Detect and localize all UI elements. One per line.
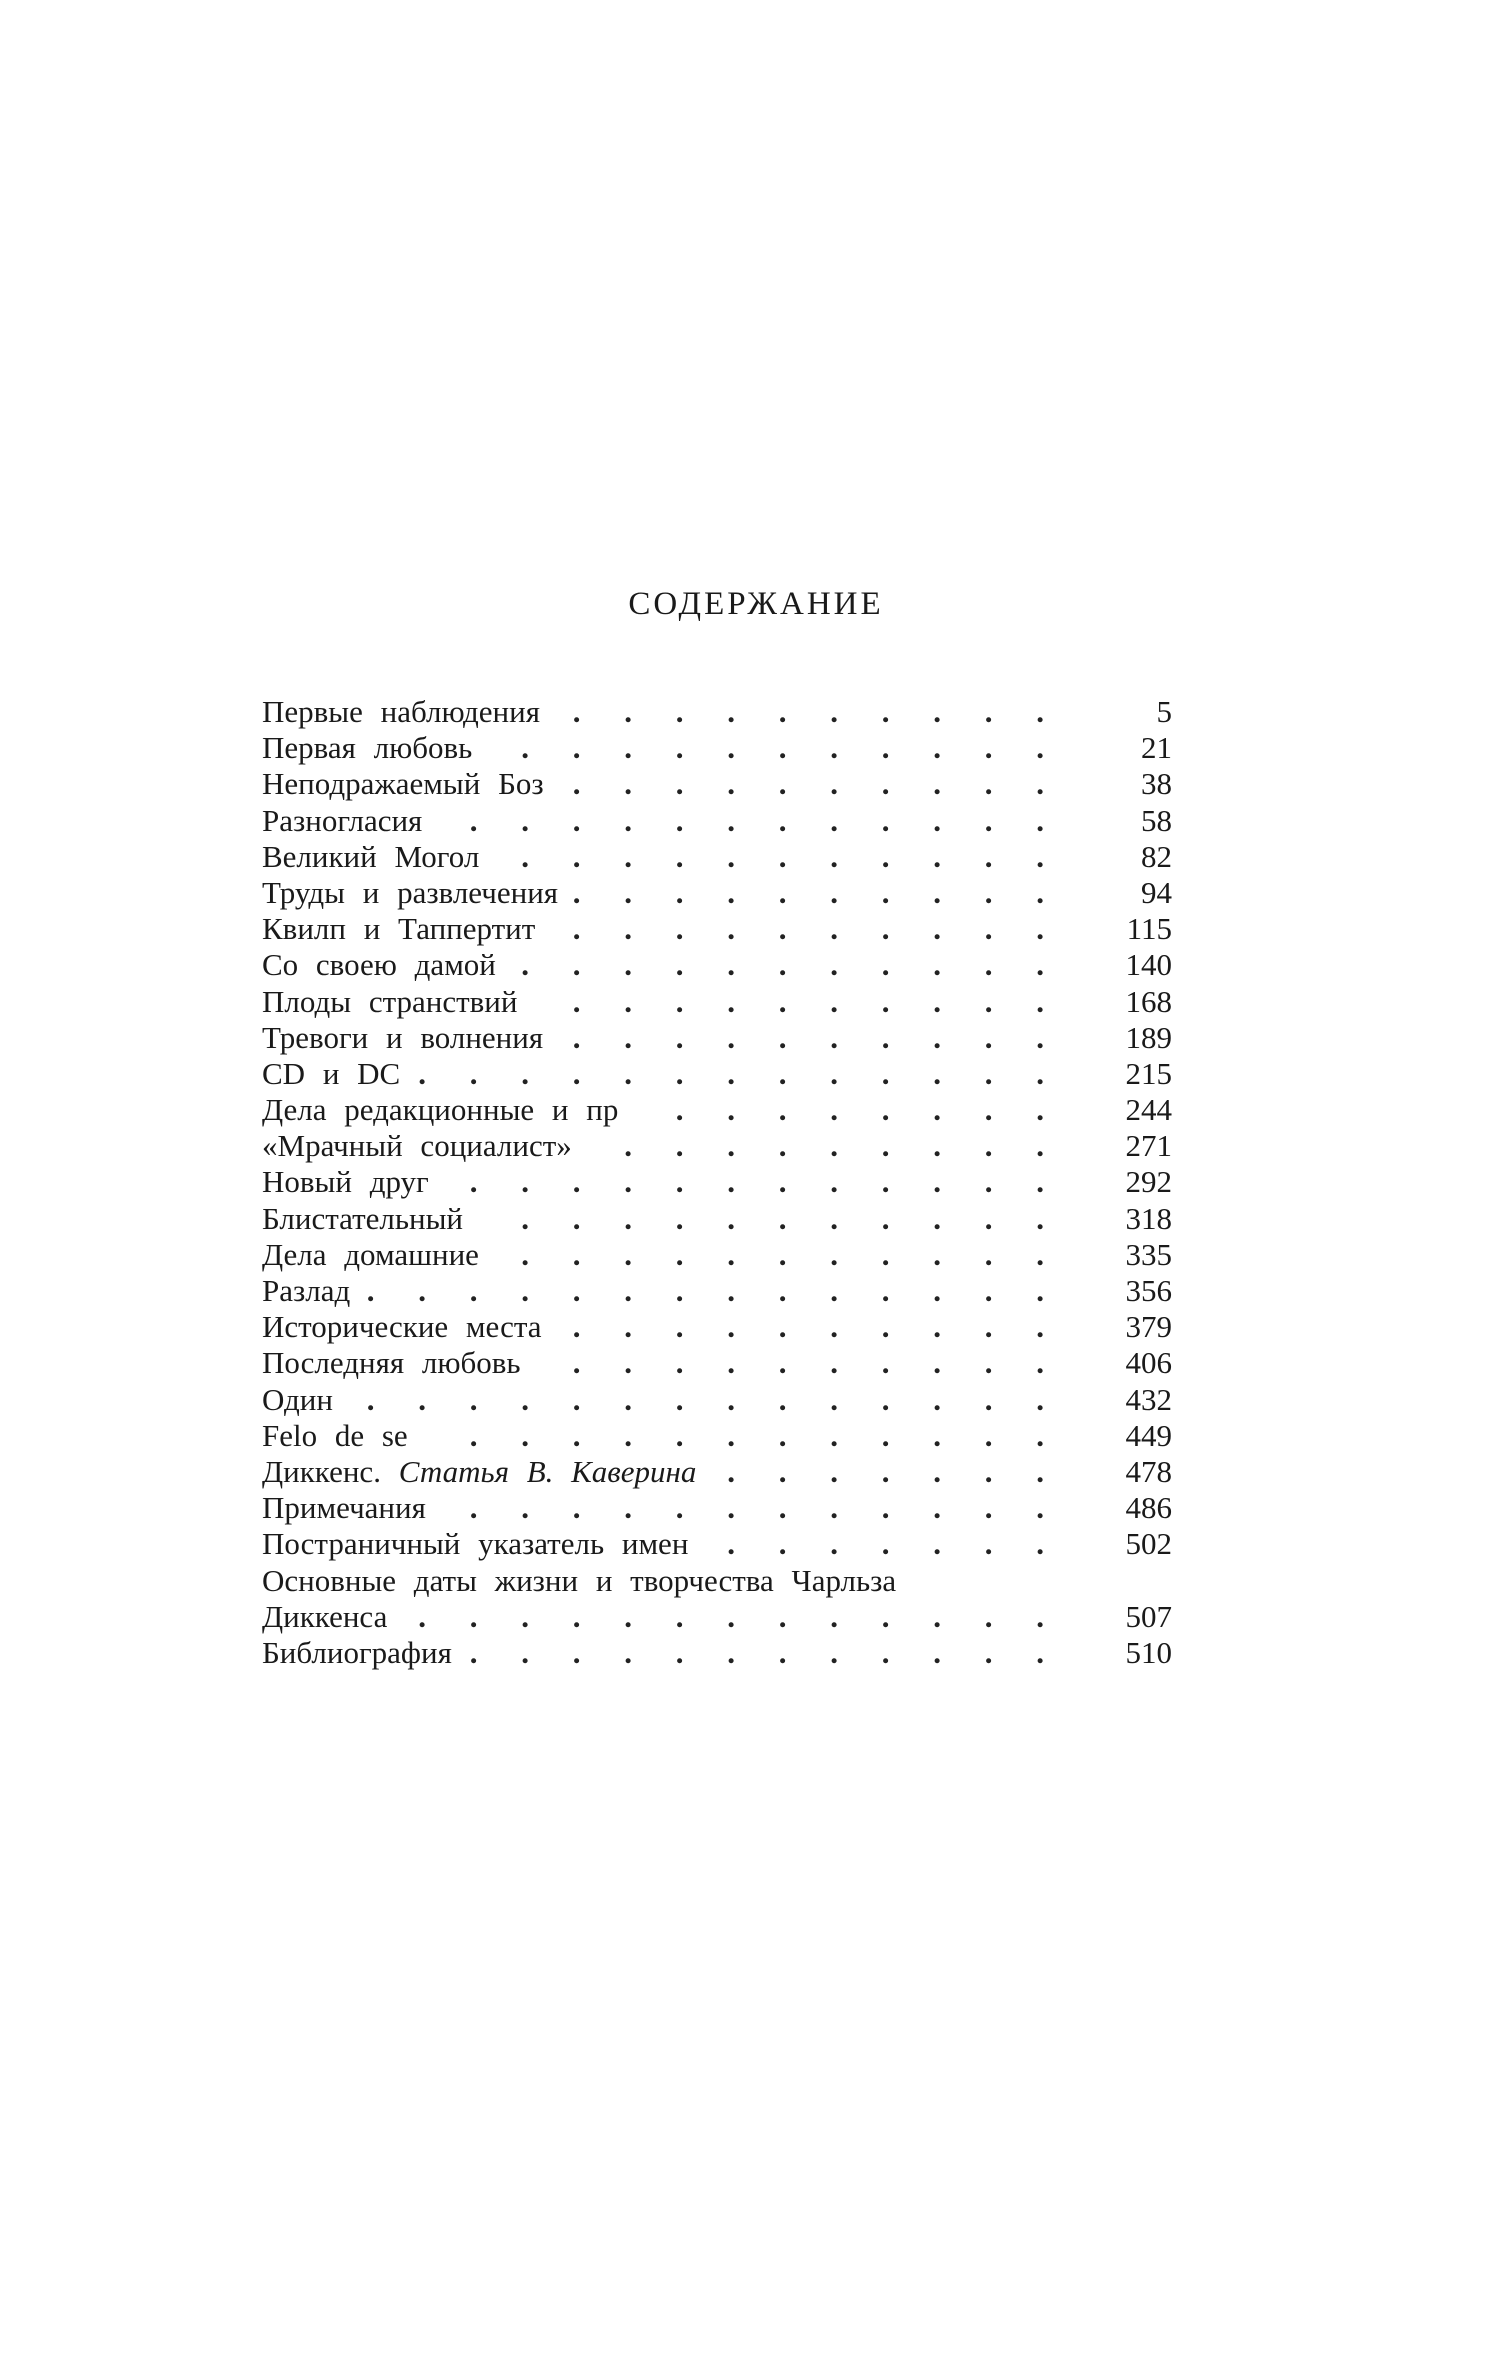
entry-title: Труды и развлечения — [262, 874, 559, 910]
entry-title: Основные даты жизни и творчества Чарльза — [262, 1562, 897, 1598]
toc-entry — [262, 1526, 1172, 1562]
toc-entry — [262, 1092, 1172, 1128]
toc-entry — [262, 1201, 1172, 1237]
dot-leader: . . . . . . . . . . . . . . — [366, 1273, 1062, 1308]
entry-page-number: 38 — [1141, 766, 1172, 802]
entry-page-number: 244 — [1125, 1092, 1172, 1128]
dot-leader: . . . . . . . . . . — [572, 1309, 1062, 1345]
toc-entry — [262, 984, 1172, 1020]
dot-leader: . . . . . . . . . — [624, 1128, 1062, 1164]
entry-page-number: 292 — [1125, 1164, 1172, 1200]
toc-entry — [262, 766, 1172, 802]
toc-entry — [262, 1382, 1172, 1418]
toc-entry — [262, 947, 1172, 983]
toc-entry — [262, 1563, 1172, 1599]
entry-page-number: 271 — [1125, 1128, 1172, 1164]
entry-title: Со своею дамой — [262, 947, 496, 983]
dot-leader: . . . . . . . . . . . — [521, 947, 1062, 983]
dot-leader: . . . . . . . . . . — [572, 874, 1062, 910]
entry-page-number: 379 — [1125, 1309, 1172, 1345]
entry-page-number: 432 — [1125, 1381, 1172, 1417]
toc-entry — [262, 803, 1172, 839]
entry-title: Разлад — [262, 1273, 351, 1308]
entry-page-number: 115 — [1126, 911, 1172, 947]
dot-leader: . . . . . . . . . . — [572, 1019, 1062, 1055]
toc-entry — [262, 839, 1172, 875]
entry-page-number: 406 — [1125, 1345, 1172, 1381]
entry-page-number: 449 — [1125, 1417, 1172, 1453]
toc-entry — [262, 1635, 1172, 1671]
entry-title: Квилп и Таппертит — [262, 911, 536, 947]
dot-leader: . . . . . . . . . . . . — [469, 802, 1062, 838]
dot-leader: . . . . . . . . . . . . . — [418, 1055, 1062, 1091]
entry-subtitle: Статья В. Каверина — [398, 1453, 697, 1489]
toc-entry — [262, 1309, 1172, 1345]
dot-leader: . . . . . . . . . . . — [521, 838, 1062, 874]
entry-title: Примечания — [262, 1490, 426, 1526]
entry-page-number: 502 — [1125, 1526, 1172, 1562]
toc-entry — [262, 1056, 1172, 1092]
entry-page-number: 140 — [1125, 947, 1172, 983]
entry-page-number: 215 — [1125, 1055, 1172, 1091]
entry-title: CD и DC — [262, 1055, 401, 1091]
toc-entry — [262, 1345, 1172, 1381]
entry-page-number: 5 — [1156, 694, 1172, 729]
dot-leader: . . . . . . . . . . . . . . — [366, 1381, 1062, 1417]
toc-entry — [262, 730, 1172, 766]
toc-heading: СОДЕРЖАНИЕ — [628, 586, 884, 622]
entry-page-number: 486 — [1125, 1490, 1172, 1526]
entry-title: Библиография — [262, 1634, 452, 1670]
toc-entry — [262, 1164, 1172, 1200]
entry-page-number: 82 — [1141, 838, 1172, 874]
dot-leader: . . . . . . . . — [675, 1092, 1062, 1128]
toc-entry — [262, 1418, 1172, 1454]
entry-page-number: 356 — [1125, 1273, 1172, 1308]
toc-entry — [262, 694, 1172, 730]
entry-title: Первая любовь — [262, 730, 473, 766]
entry-title: «Мрачный социалист» — [262, 1128, 572, 1164]
entry-title-author: Диккенс. — [262, 1453, 381, 1489]
dot-leader: . . . . . . . — [727, 1453, 1062, 1489]
dot-leader: . . . . . . . . . . . — [521, 1236, 1062, 1272]
entry-title: Диккенса — [262, 1598, 388, 1634]
toc-entry — [262, 875, 1172, 911]
entry-title — [262, 1454, 696, 1490]
toc-entry — [262, 1237, 1172, 1273]
dot-leader: . . . . . . . — [727, 1526, 1062, 1562]
entry-title: Неподражаемый Боз — [262, 766, 544, 802]
toc-list — [262, 694, 1172, 1671]
entry-page-number: 318 — [1125, 1200, 1172, 1236]
toc-entry — [262, 1273, 1172, 1309]
entry-title: Тревоги и волнения — [262, 1019, 544, 1055]
entry-title: Последняя любовь — [262, 1345, 521, 1381]
entry-title: Блистательный — [262, 1200, 464, 1236]
dot-leader: . . . . . . . . . . . — [521, 1200, 1062, 1236]
toc-entry — [262, 1020, 1172, 1056]
entry-page-number: 335 — [1125, 1236, 1172, 1272]
entry-page-number: 58 — [1141, 802, 1172, 838]
entry-title: Плоды странствий — [262, 983, 518, 1019]
entry-title: Дела домашние — [262, 1236, 479, 1272]
entry-page-number: 189 — [1125, 1019, 1172, 1055]
entry-title: Felo de se — [262, 1417, 408, 1453]
entry-title: Великий Могол — [262, 838, 480, 874]
entry-page-number: 168 — [1125, 983, 1172, 1019]
dot-leader: . . . . . . . . . . . . — [469, 1417, 1062, 1453]
entry-title: Разногласия — [262, 802, 423, 838]
toc-entry — [262, 1599, 1172, 1635]
entry-title: Дела редакционные и пр — [262, 1092, 619, 1128]
entry-page-number: 94 — [1141, 874, 1172, 910]
entry-title: Первые наблюдения — [262, 694, 540, 729]
dot-leader: . . . . . . . . . . — [572, 983, 1062, 1019]
entry-page-number: 510 — [1125, 1634, 1172, 1670]
toc-entry — [262, 1454, 1172, 1490]
toc-entry — [262, 1128, 1172, 1164]
toc-entry — [262, 911, 1172, 947]
entry-title: Новый друг — [262, 1164, 429, 1200]
entry-page-number: 478 — [1125, 1453, 1172, 1489]
dot-leader: . . . . . . . . . . . . . — [418, 1598, 1062, 1634]
dot-leader: . . . . . . . . . . — [572, 766, 1062, 802]
dot-leader: . . . . . . . . . . . . — [469, 1490, 1062, 1526]
dot-leader: . . . . . . . . . . . . — [469, 1164, 1062, 1200]
dot-leader: . . . . . . . . . . . . — [469, 1634, 1062, 1670]
dot-leader: . . . . . . . . . . . — [521, 730, 1062, 766]
entry-title: Один — [262, 1381, 333, 1417]
entry-title: Исторические места — [262, 1309, 542, 1345]
entry-page-number: 507 — [1125, 1598, 1172, 1634]
dot-leader: . . . . . . . . . . — [572, 1345, 1062, 1381]
entry-page-number: 21 — [1141, 730, 1172, 766]
toc-entry — [262, 1490, 1172, 1526]
entry-title: Постраничный указатель имен — [262, 1526, 689, 1562]
dot-leader: . . . . . . . . . . — [572, 911, 1062, 947]
dot-leader: . . . . . . . . . . — [572, 694, 1062, 729]
